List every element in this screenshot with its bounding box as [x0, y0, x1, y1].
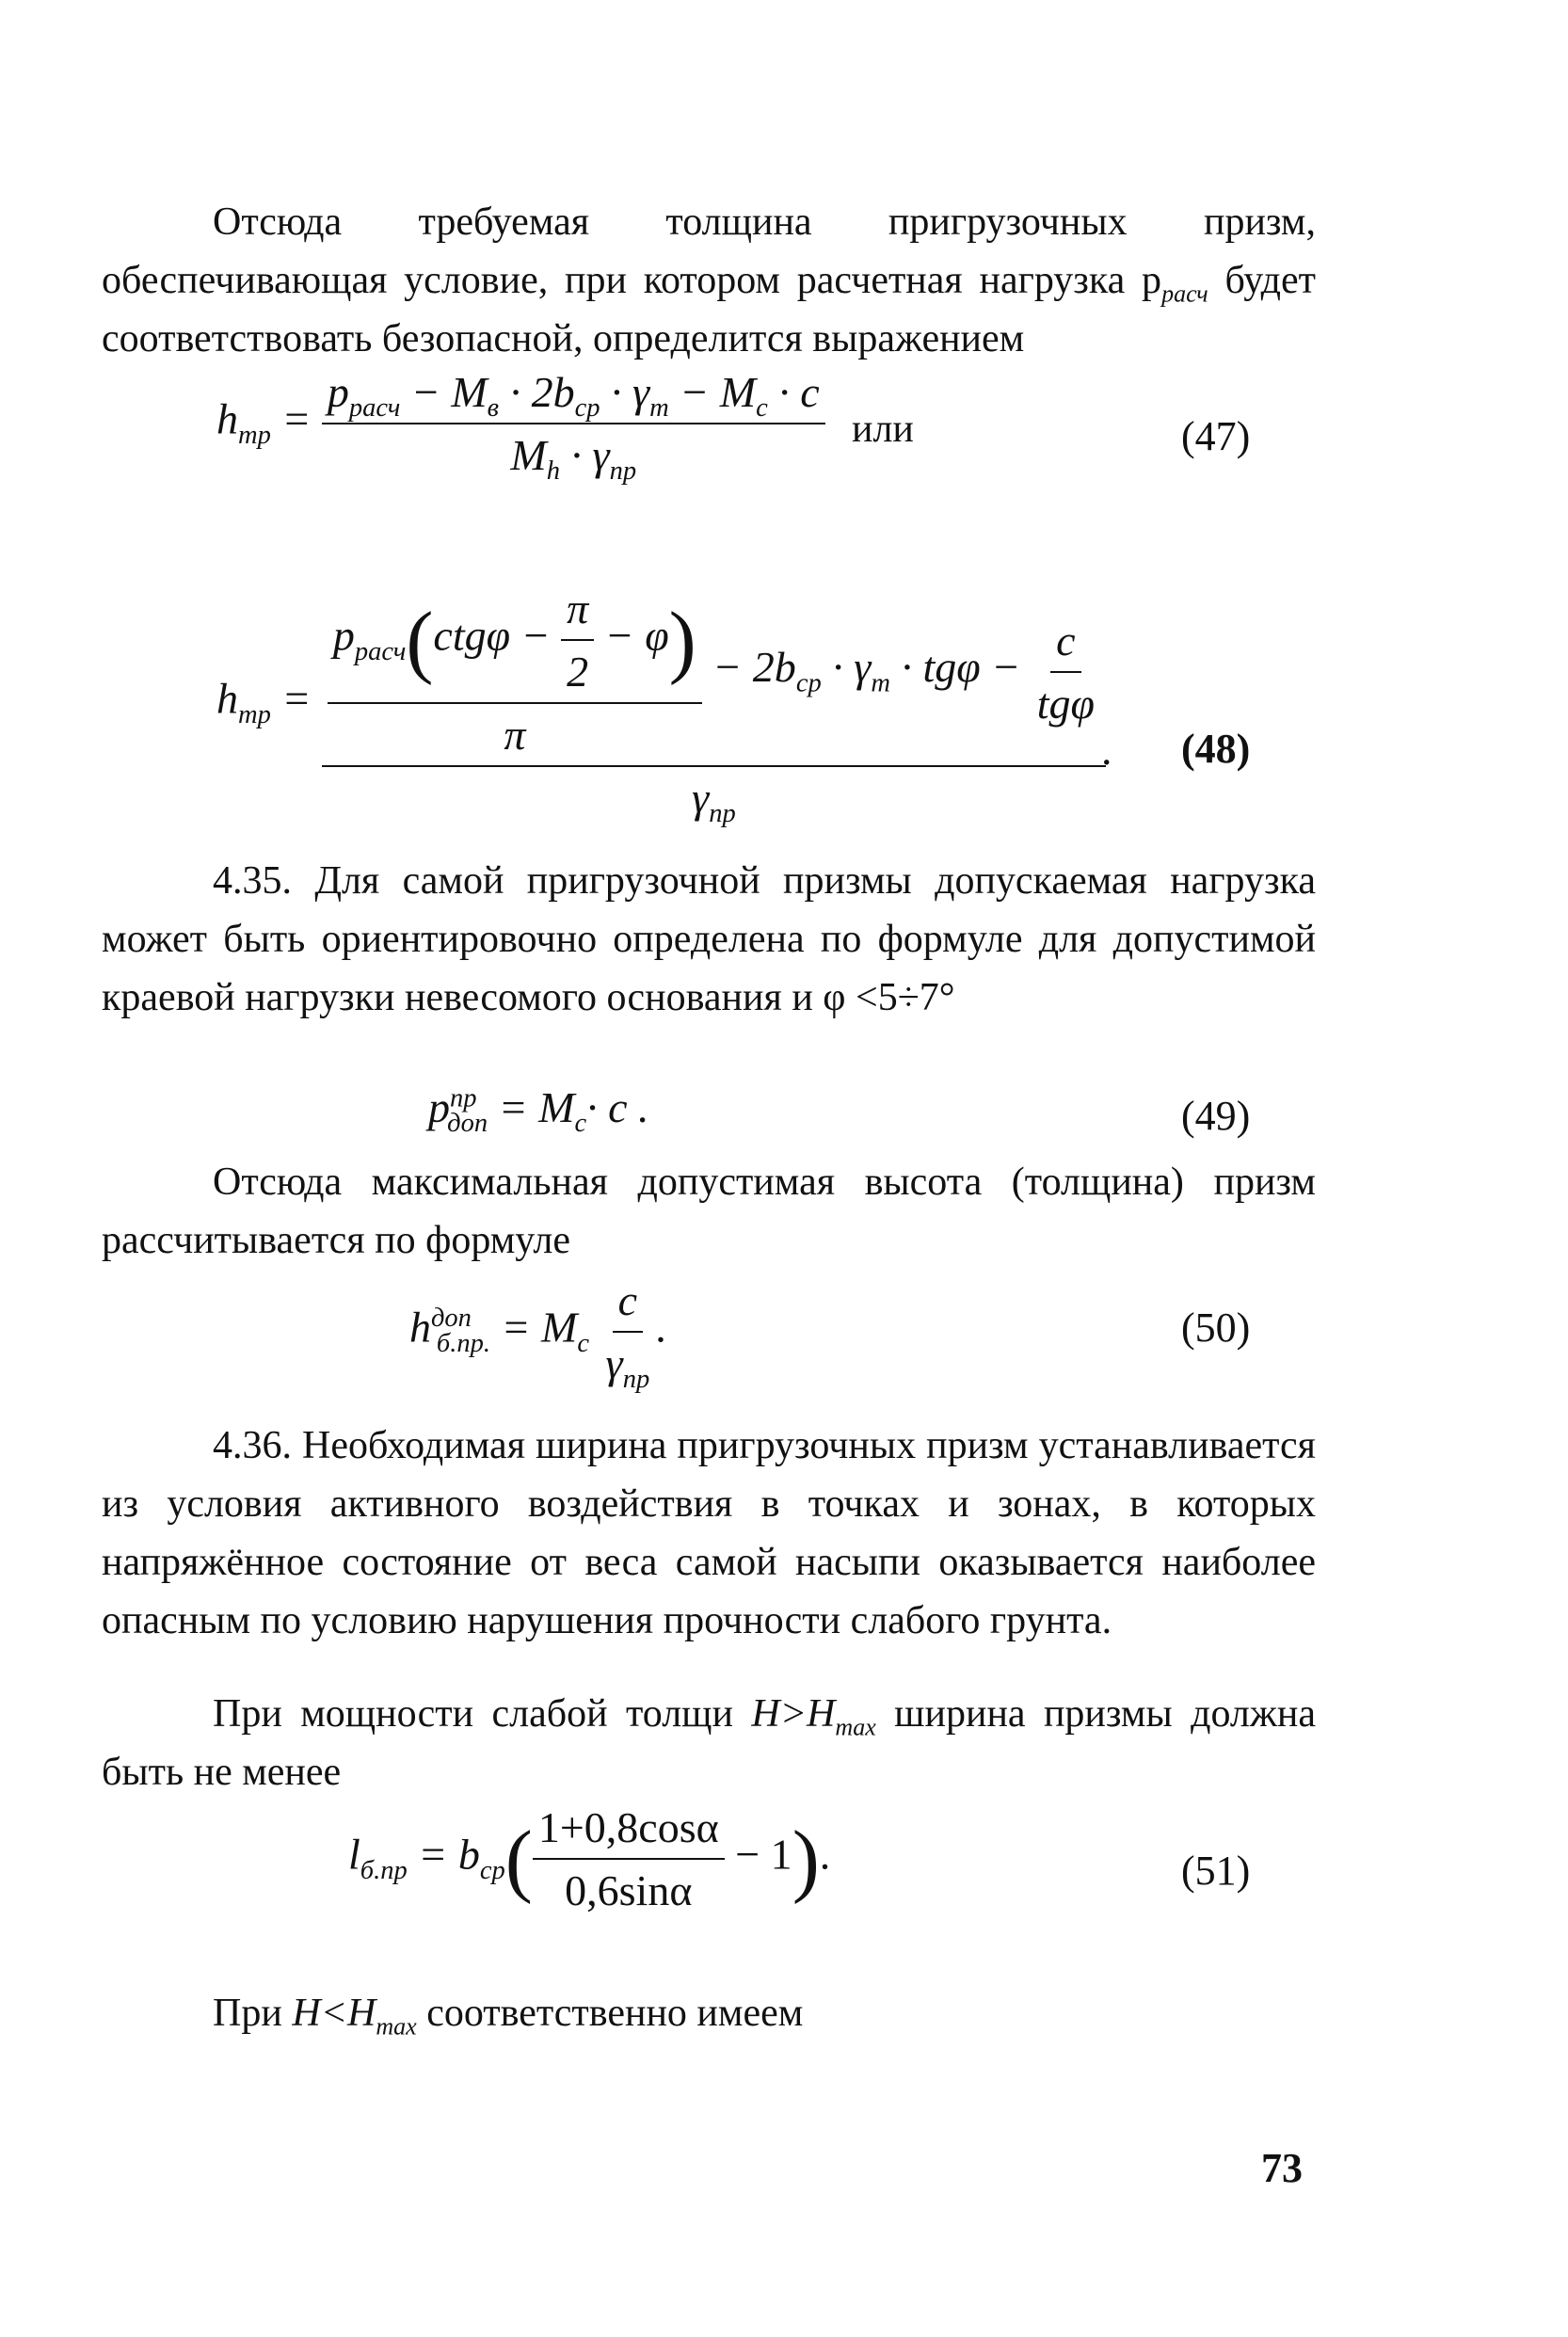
paragraph-4-35: [102, 852, 1316, 1027]
formula-48-dot: .: [1101, 726, 1112, 774]
equation-number-48: (48): [1181, 726, 1251, 772]
max-height-text: Отсюда максимальная допустимая высота (толщина) призм рассчитывается по формуле: [102, 1160, 1316, 1262]
equation-number-51: (51): [1181, 1848, 1251, 1894]
page-number: 73: [1261, 2145, 1303, 2191]
formula-51: $l_{б.пр} = b_{ср}$( $\frac{1+0,8\cos\alpha}{0,6\sin\alpha}$ − 1).: [348, 1803, 831, 1914]
formula-48: $h_{тр}$ = $p_{расч}(ctg\varphi$ − $\frac{\pi}{2}$ − φ) π − $2b_{ср} \cdot \gamma_т \cdot tg\varphi$ − $\frac{c}{\text{tgφ}}$ $\gamma_{пр}$: [216, 584, 1106, 823]
intro-tail: будет соответствовать безопасной, определится выражением: [102, 259, 1316, 360]
paragraph-max-height: [102, 1153, 1316, 1270]
paragraph-condition-less: При $H<H_{max}$ соответственно имеем: [213, 1992, 804, 2041]
formula-47: $h_{тр}$ = $\frac{p_{расч} - M_в \cdot 2b_{ср} \cdot \gamma_т - M_с \cdot c}{M_h \cdot \gamma_{пр}}$: [216, 367, 825, 480]
equation-number-49: (49): [1181, 1093, 1251, 1139]
formula-47-connector: или: [852, 408, 914, 451]
section-4-35-text: 4.35. Для самой пригрузочной призмы допускаемая нагрузка может быть ориентировочно определена по формуле для допустимой краевой нагрузки невесомого основания и φ <5÷7°: [102, 859, 1316, 1019]
section-4-36-text: 4.36. Необходимая ширина пригрузочных призм устанавливается из условия активного воздействия в точках и зонах, в которых напряжённое состояние от веса самой насыпи оказывается наиболее опасным по условию нарушения прочности слабого грунта.: [102, 1424, 1316, 1642]
equation-number-47: (47): [1181, 413, 1251, 459]
intro-sub: расч: [1161, 280, 1208, 308]
equation-number-50: (50): [1181, 1305, 1251, 1351]
intro-text: Отсюда требуемая толщина пригрузочных призм, обеспечивающая условие, при котором расчетная нагрузка p: [102, 200, 1316, 302]
paragraph-4-36: [102, 1417, 1316, 1650]
formula-50: $h^{доп}_{б.пр.} = M_с$ $\frac{c}{\gamma_{пр}}$ .: [409, 1276, 666, 1395]
paragraph-intro: [102, 193, 1316, 368]
formula-49: $p^{пр}_{доп} = M_с\cdot c$ .: [428, 1083, 649, 1139]
paragraph-condition-greater: При мощности слабой толщи $H>H_{max}$ ширина призмы должна быть не менее: [102, 1692, 1316, 1794]
